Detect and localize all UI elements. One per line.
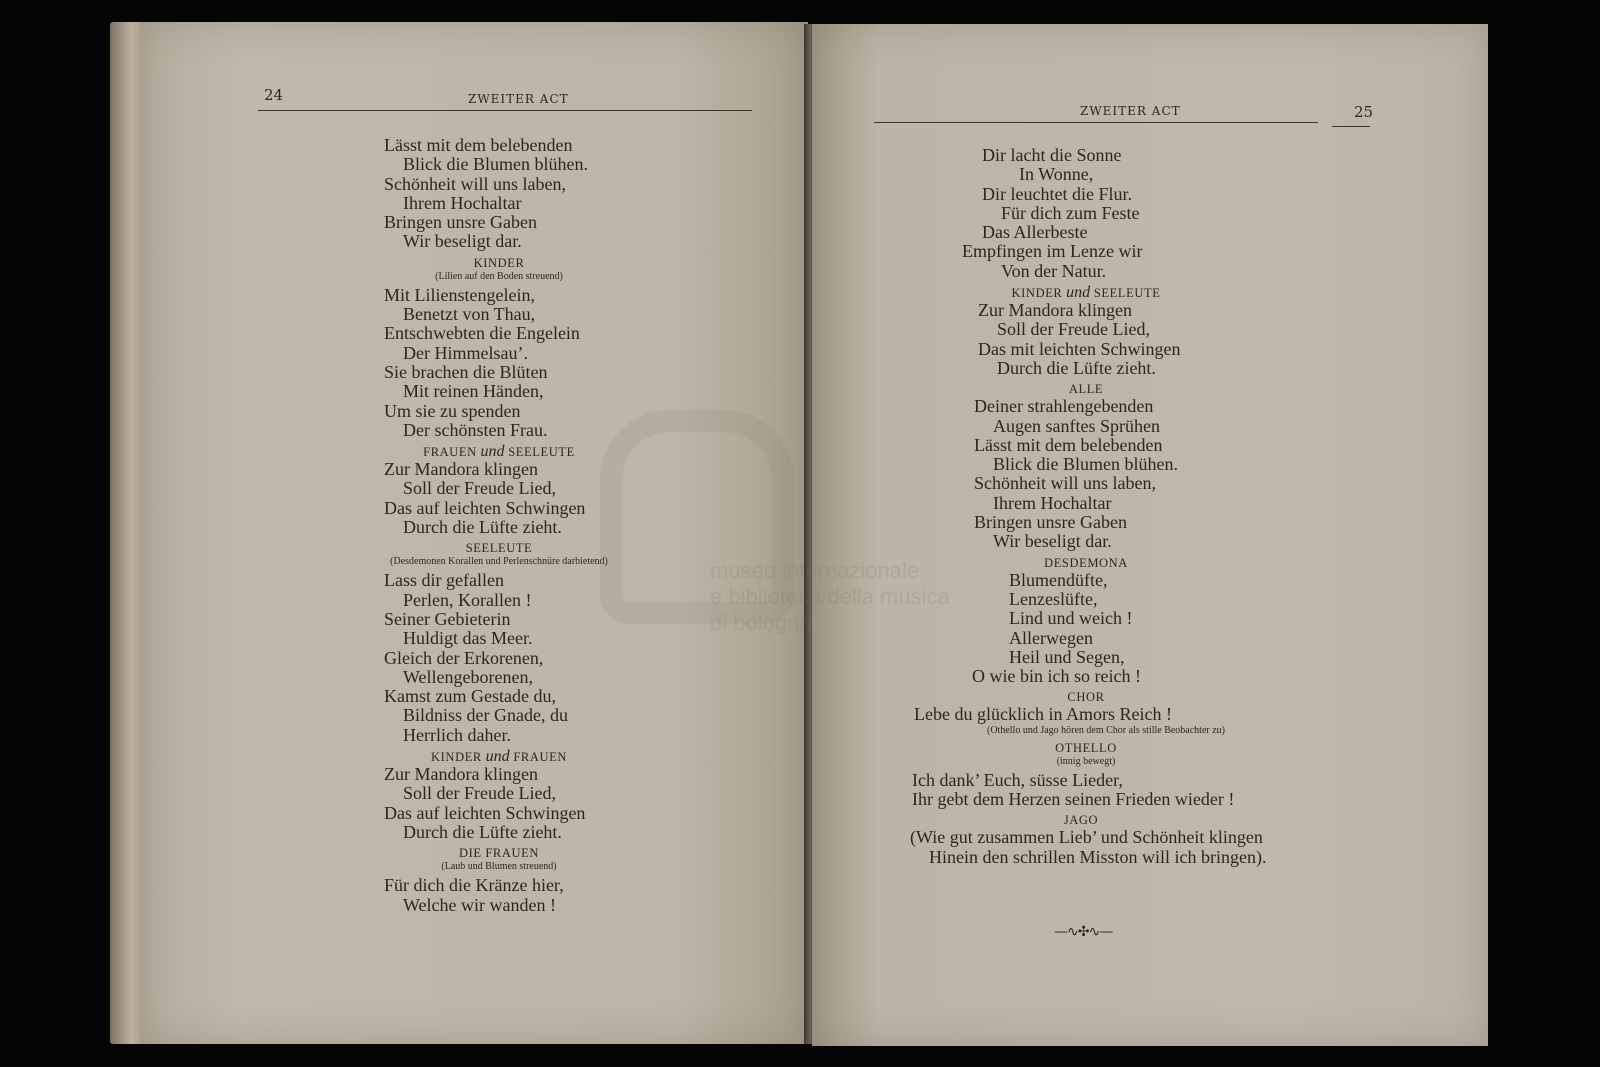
stage-direction: (Laub und Blumen streuend) — [441, 861, 557, 873]
speaker-label: OTHELLO — [1055, 740, 1117, 755]
verse-line: Das auf leichten Schwingen — [384, 802, 586, 823]
speaker-und: und — [1066, 284, 1091, 302]
verse-line: Durch die Lüfte zieht. — [997, 357, 1156, 378]
verse-line: Hinein den schrillen Misston will ich bringen). — [929, 846, 1267, 867]
speaker-name: FRAUEN — [423, 445, 477, 460]
speaker-name: FRAUEN — [513, 750, 567, 765]
verse-line: Lenzeslüfte, — [1009, 588, 1098, 609]
speaker-label: ALLE — [1068, 382, 1104, 397]
verse-block — [972, 571, 1346, 687]
verse-line: Lebe du glücklich in Amors Reich ! — [914, 704, 1172, 725]
verse-line: Augen sanftes Sprühen — [993, 415, 1160, 436]
page-number: 24 — [264, 86, 284, 104]
verse-line: Durch die Lüfte zieht. — [403, 821, 562, 842]
stage-direction: (innig bewegt) — [1056, 755, 1116, 767]
speaker-label: DIE FRAUEN — [459, 846, 539, 861]
verse-line: Welche wir wanden ! — [403, 894, 556, 915]
verse-line: Wir beseligt dar. — [403, 231, 522, 252]
header-rule — [258, 110, 752, 111]
verse-line: Wellengeborenen, — [403, 666, 533, 687]
verse-line: In Wonne, — [1019, 164, 1094, 185]
verse-block — [914, 705, 1346, 724]
verse-line: Gleich der Erkorenen, — [384, 647, 544, 668]
stage-direction: (Othello und Jago hören dem Chor als stille Beobachter zu) — [987, 724, 1225, 736]
verse-block — [912, 771, 1346, 810]
verse-line: Kamst zum Gestade du, — [384, 686, 556, 707]
verse-line: Empfingen im Lenze wir — [962, 241, 1143, 262]
verse-line: Ihrem Hochaltar — [403, 192, 522, 213]
verse-line: O wie bin ich so reich ! — [972, 666, 1141, 687]
watermark-text: e biblioteca della musica — [710, 584, 950, 609]
verse-line: Schönheit will uns laben, — [384, 173, 566, 194]
verse-block — [384, 876, 674, 915]
library-watermark — [600, 410, 1020, 640]
verse-block — [910, 828, 1346, 867]
verse-line: Das auf leichten Schwingen — [384, 497, 586, 518]
verse-line: Benetzt von Thau, — [403, 304, 536, 325]
stage-direction: (Lilien auf den Boden streuend) — [435, 270, 563, 282]
verse-line: Mit reinen Händen, — [403, 381, 544, 402]
verse-line: Herrlich daher. — [403, 724, 511, 745]
speaker-name: SEELEUTE — [1093, 286, 1161, 301]
watermark-text: di bologna — [710, 610, 812, 635]
verse-line: Bildniss der Gnade, du — [403, 705, 568, 726]
speaker-label — [374, 444, 624, 460]
verse-block — [384, 136, 674, 252]
verse-line: Perlen, Korallen ! — [403, 589, 532, 610]
ornament-divider: —∿✣∿— — [1054, 924, 1113, 940]
verse-line: Soll der Freude Lied, — [997, 319, 1150, 340]
speaker-label: CHOR — [1067, 690, 1105, 705]
verse-line: Das Allerbeste — [982, 222, 1088, 243]
speaker-label — [906, 285, 1266, 301]
verse-line: Wir beseligt dar. — [993, 531, 1112, 552]
stage-direction: (Desdemonen Korallen und Perlenschnüre darbietend) — [390, 556, 608, 568]
verse-line: Ihrem Hochaltar — [993, 492, 1112, 513]
verse-line: Deiner strahlengebenden — [974, 396, 1154, 417]
verse-line: Bringen unsre Gaben — [974, 512, 1127, 533]
verse-line: Lässt mit dem belebenden — [384, 135, 573, 155]
verse-line: Soll der Freude Lied, — [403, 783, 556, 804]
header-rule — [874, 122, 1318, 123]
speaker-label: JAGO — [1063, 813, 1099, 828]
running-head: ZWEITER ACT — [468, 92, 569, 106]
verse-block — [974, 397, 1346, 551]
verse-block — [962, 145, 1346, 281]
verse-line: Dir lacht die Sonne — [982, 145, 1122, 165]
verse-line: Ihr gebt dem Herzen seinen Frieden wieder ! — [912, 789, 1235, 810]
speaker-label: SEELEUTE — [465, 541, 533, 556]
verse-line: Zur Mandora klingen — [978, 300, 1132, 321]
verse-line: Schönheit will uns laben, — [974, 473, 1156, 494]
speaker-und: und — [485, 748, 510, 766]
watermark-text: museo internazionale — [710, 558, 920, 583]
verse-line: Huldigt das Meer. — [403, 628, 533, 649]
verse-line: Der Himmelsau’. — [403, 342, 528, 363]
verse-line: Der schönsten Frau. — [403, 419, 548, 440]
speaker-name: SEELEUTE — [508, 445, 575, 460]
speaker-label: KINDER — [473, 255, 525, 270]
verse-line: Heil und Segen, — [1009, 646, 1125, 667]
verse-line: Entschwebten die Engelein — [384, 323, 580, 344]
header-rule-short — [1332, 126, 1370, 127]
verse-line: Für dich die Kränze hier, — [384, 875, 564, 896]
verse-line: (Wie gut zusammen Lieb’ und Schönheit klingen — [910, 827, 1263, 848]
running-head: ZWEITER ACT — [1080, 104, 1181, 118]
verse-line: Seiner Gebieterin — [384, 608, 511, 629]
speaker-name: KINDER — [1011, 286, 1063, 301]
verse-line: Bringen unsre Gaben — [384, 212, 537, 233]
verse-line: Mit Lilienstengelein, — [384, 284, 535, 305]
verse-line: Zur Mandora klingen — [384, 764, 538, 785]
speaker-name: KINDER — [431, 750, 482, 765]
speaker-label: DESDEMONA — [1044, 555, 1128, 570]
verse-block — [978, 301, 1346, 378]
speaker-label — [374, 749, 624, 765]
verse-line: Lass dir gefallen — [384, 570, 504, 591]
verse-line: Blick die Blumen blühen. — [993, 454, 1178, 475]
page-number: 25 — [1354, 103, 1374, 121]
verse-line: Dir leuchtet die Flur. — [982, 183, 1132, 204]
verse-line: Blumendüfte, — [1009, 569, 1108, 590]
verse-line: Für dich zum Feste — [1001, 202, 1140, 223]
verse-line: Soll der Freude Lied, — [403, 478, 556, 499]
verse-line: Ich dank’ Euch, süsse Lieder, — [912, 769, 1123, 790]
verse-line: Lässt mit dem belebenden — [974, 434, 1163, 455]
verse-block — [384, 765, 674, 842]
verse-line: Blick die Blumen blühen. — [403, 154, 588, 175]
verse-line: Zur Mandora klingen — [384, 459, 538, 480]
speaker-und: und — [480, 443, 505, 461]
verse-line: Von der Natur. — [1001, 260, 1107, 281]
verse-line: Um sie zu spenden — [384, 400, 521, 421]
verse-line: Allerwegen — [1009, 627, 1093, 648]
verse-line: Lind und weich ! — [1009, 608, 1133, 629]
verse-line: Das mit leichten Schwingen — [978, 338, 1181, 359]
verse-line: Durch die Lüfte zieht. — [403, 517, 562, 538]
verse-line: Sie brachen die Blüten — [384, 361, 548, 382]
